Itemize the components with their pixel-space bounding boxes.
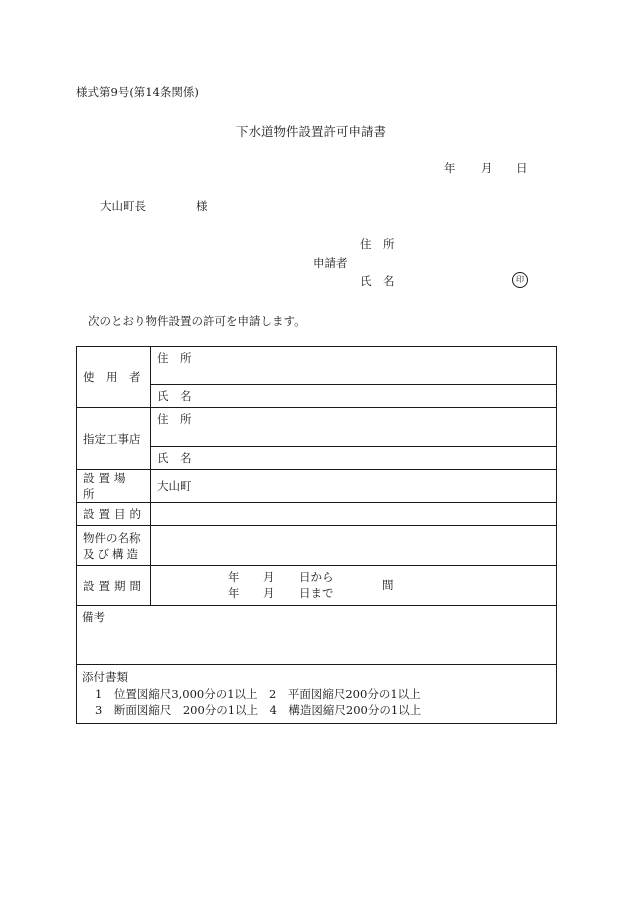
contractor-address-label: 住 所: [157, 412, 192, 426]
period-span-label: 間: [382, 578, 394, 592]
addressee-name: 大山町長: [100, 199, 146, 213]
object-label-line1: 物件の名称: [83, 530, 141, 545]
contractor-name-cell[interactable]: [151, 447, 557, 470]
user-label: 使 用 者: [83, 370, 141, 384]
period-to-month: 月: [263, 586, 275, 600]
intro-text: 次のとおり物件設置の許可を申請します。: [88, 314, 306, 328]
page-title: 下水道物件設置許可申請書: [236, 124, 387, 139]
date-day-label: 日: [516, 161, 528, 175]
contractor-address-cell[interactable]: [151, 408, 557, 447]
object-label-line2: 及び構造: [83, 546, 141, 561]
period-to-suffix: 日まで: [299, 586, 334, 600]
addressee-honorific: 様: [196, 199, 208, 213]
application-table: [76, 346, 557, 724]
contractor-label-cell: [77, 408, 151, 470]
user-label-cell: [77, 347, 151, 408]
user-name-cell[interactable]: [151, 385, 557, 408]
location-label-cell: [77, 470, 151, 503]
user-address-cell[interactable]: [151, 347, 557, 385]
location-value: 大山町: [157, 479, 192, 493]
contractor-name-label: 氏 名: [157, 451, 192, 465]
period-to-year: 年: [228, 586, 240, 600]
object-label-cell: [77, 526, 151, 566]
contractor-label: 指定工事店: [83, 431, 141, 446]
period-from-month: 月: [263, 570, 275, 584]
period-label-cell: [77, 566, 151, 606]
form-number: 様式第9号(第14条関係): [76, 85, 199, 99]
object-value-cell[interactable]: [151, 526, 557, 566]
location-value-cell[interactable]: [151, 470, 557, 503]
applicant-address-label: 住 所: [360, 237, 395, 251]
period-from-suffix: 日から: [299, 570, 334, 584]
period-value-cell[interactable]: [151, 566, 557, 606]
period-label: 設置期間: [83, 578, 145, 593]
date-month-label: 月: [481, 161, 493, 175]
applicant-name-label: 氏 名: [360, 274, 395, 288]
period-from-year: 年: [228, 570, 240, 584]
date-year-label: 年: [444, 161, 456, 175]
location-label: 設置場所: [83, 471, 130, 501]
user-address-label: 住 所: [157, 351, 192, 365]
attachments-row-1: 1 位置図縮尺3,000分の1以上 2 平面図縮尺200分の1以上: [95, 687, 421, 701]
applicant-label: 申請者: [313, 256, 348, 270]
attachments-label: 添付書類: [82, 670, 128, 684]
attachments-cell: [77, 665, 557, 724]
remarks-label: 備考: [82, 610, 105, 624]
purpose-label: 設置目的: [83, 507, 145, 521]
purpose-label-cell: [77, 503, 151, 526]
attachments-row-2: 3 断面図縮尺 200分の1以上 4 構造図縮尺200分の1以上: [95, 703, 422, 717]
user-name-label: 氏 名: [157, 389, 192, 403]
purpose-value-cell[interactable]: [151, 503, 557, 526]
seal-mark: 印: [512, 272, 528, 288]
remarks-cell[interactable]: [77, 606, 557, 665]
